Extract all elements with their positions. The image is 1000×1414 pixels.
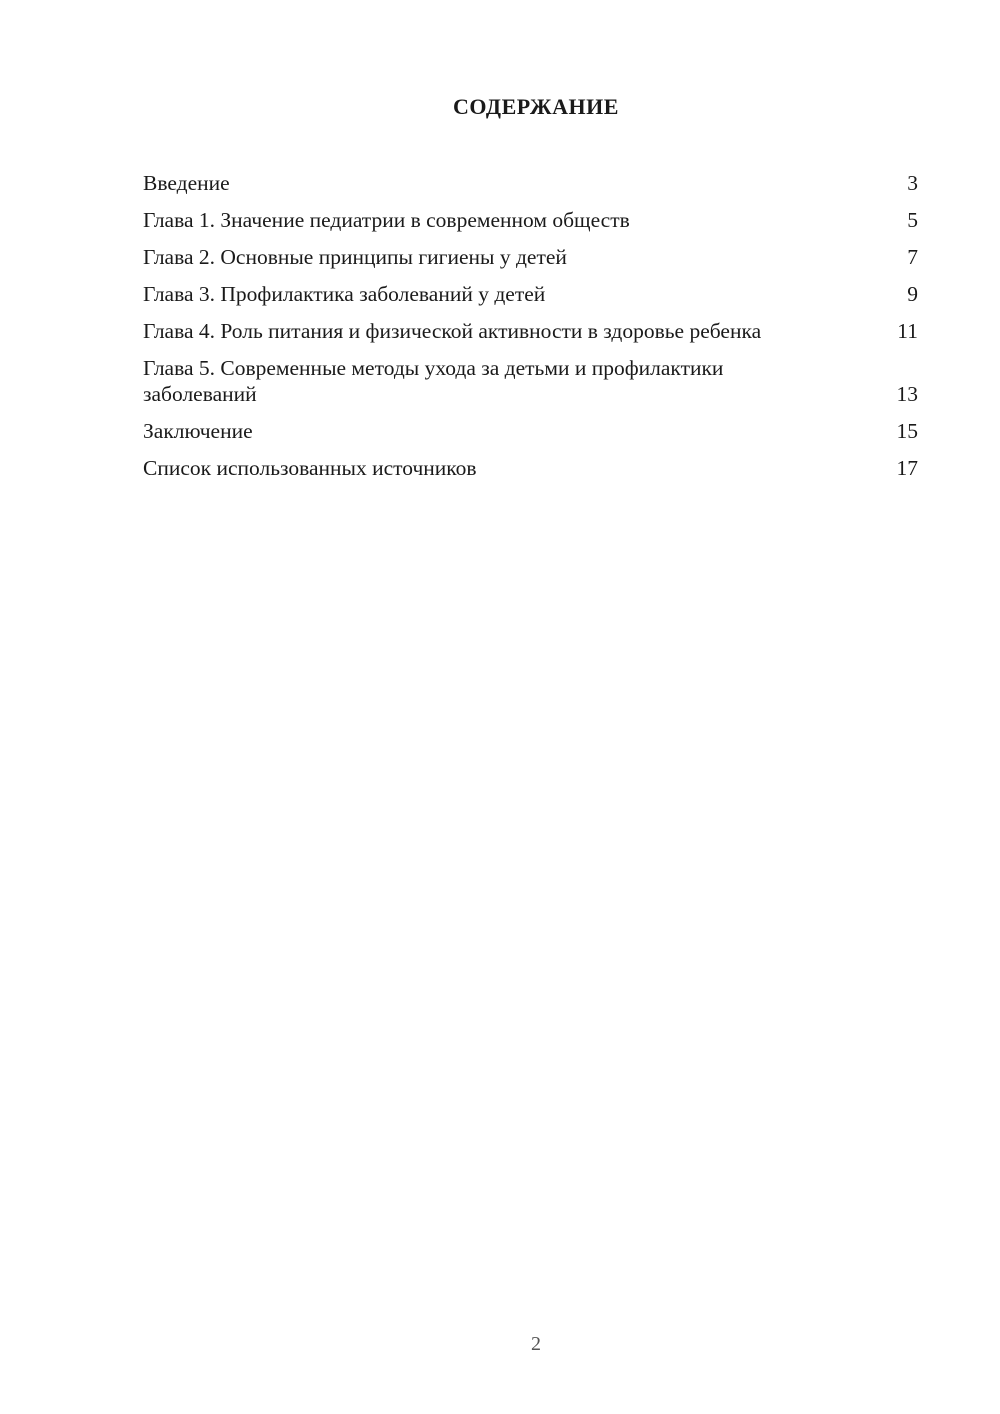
- toc-entry-page: 5: [907, 208, 918, 232]
- toc-entry-page: 7: [907, 245, 918, 269]
- toc-entry-page: 17: [896, 456, 918, 480]
- toc-entry-label: Список использованных источников: [143, 456, 477, 480]
- toc-entry-label: Заключение: [143, 419, 253, 443]
- toc-entry-page: 11: [897, 319, 918, 343]
- toc-entry-conclusion: [143, 418, 918, 444]
- toc-title: СОДЕРЖАНИЕ: [453, 94, 619, 119]
- toc-entry-page: 15: [896, 419, 918, 443]
- toc-entry-page: 3: [907, 171, 918, 195]
- toc-entry-label: Введение: [143, 171, 230, 195]
- toc-entry-references: [143, 455, 918, 481]
- toc-entry-label: Глава 3. Профилактика заболеваний у детей: [143, 282, 546, 306]
- toc-entry-label: Глава 2. Основные принципы гигиены у детей: [143, 245, 567, 269]
- toc-entry-introduction: [143, 170, 918, 196]
- toc-entry-label: Глава 1. Значение педиатрии в современном обществ: [143, 208, 630, 232]
- toc-entry-label: Глава 5. Современные методы ухода за детьми и профилактики заболеваний: [143, 356, 724, 406]
- toc-entry-chapter-3: [143, 281, 918, 307]
- toc-entry-chapter-4: [143, 318, 918, 344]
- page-number: 2: [531, 1333, 541, 1355]
- toc-entry-label: Глава 4. Роль питания и физической активности в здоровье ребенка: [143, 319, 762, 343]
- toc-entry-chapter-1: [143, 207, 918, 233]
- toc-entry-chapter-2: [143, 244, 918, 270]
- toc-entry-chapter-5: [143, 355, 918, 407]
- table-of-contents: [143, 170, 918, 492]
- toc-entry-page: 13: [896, 382, 918, 406]
- toc-entry-page: 9: [907, 282, 918, 306]
